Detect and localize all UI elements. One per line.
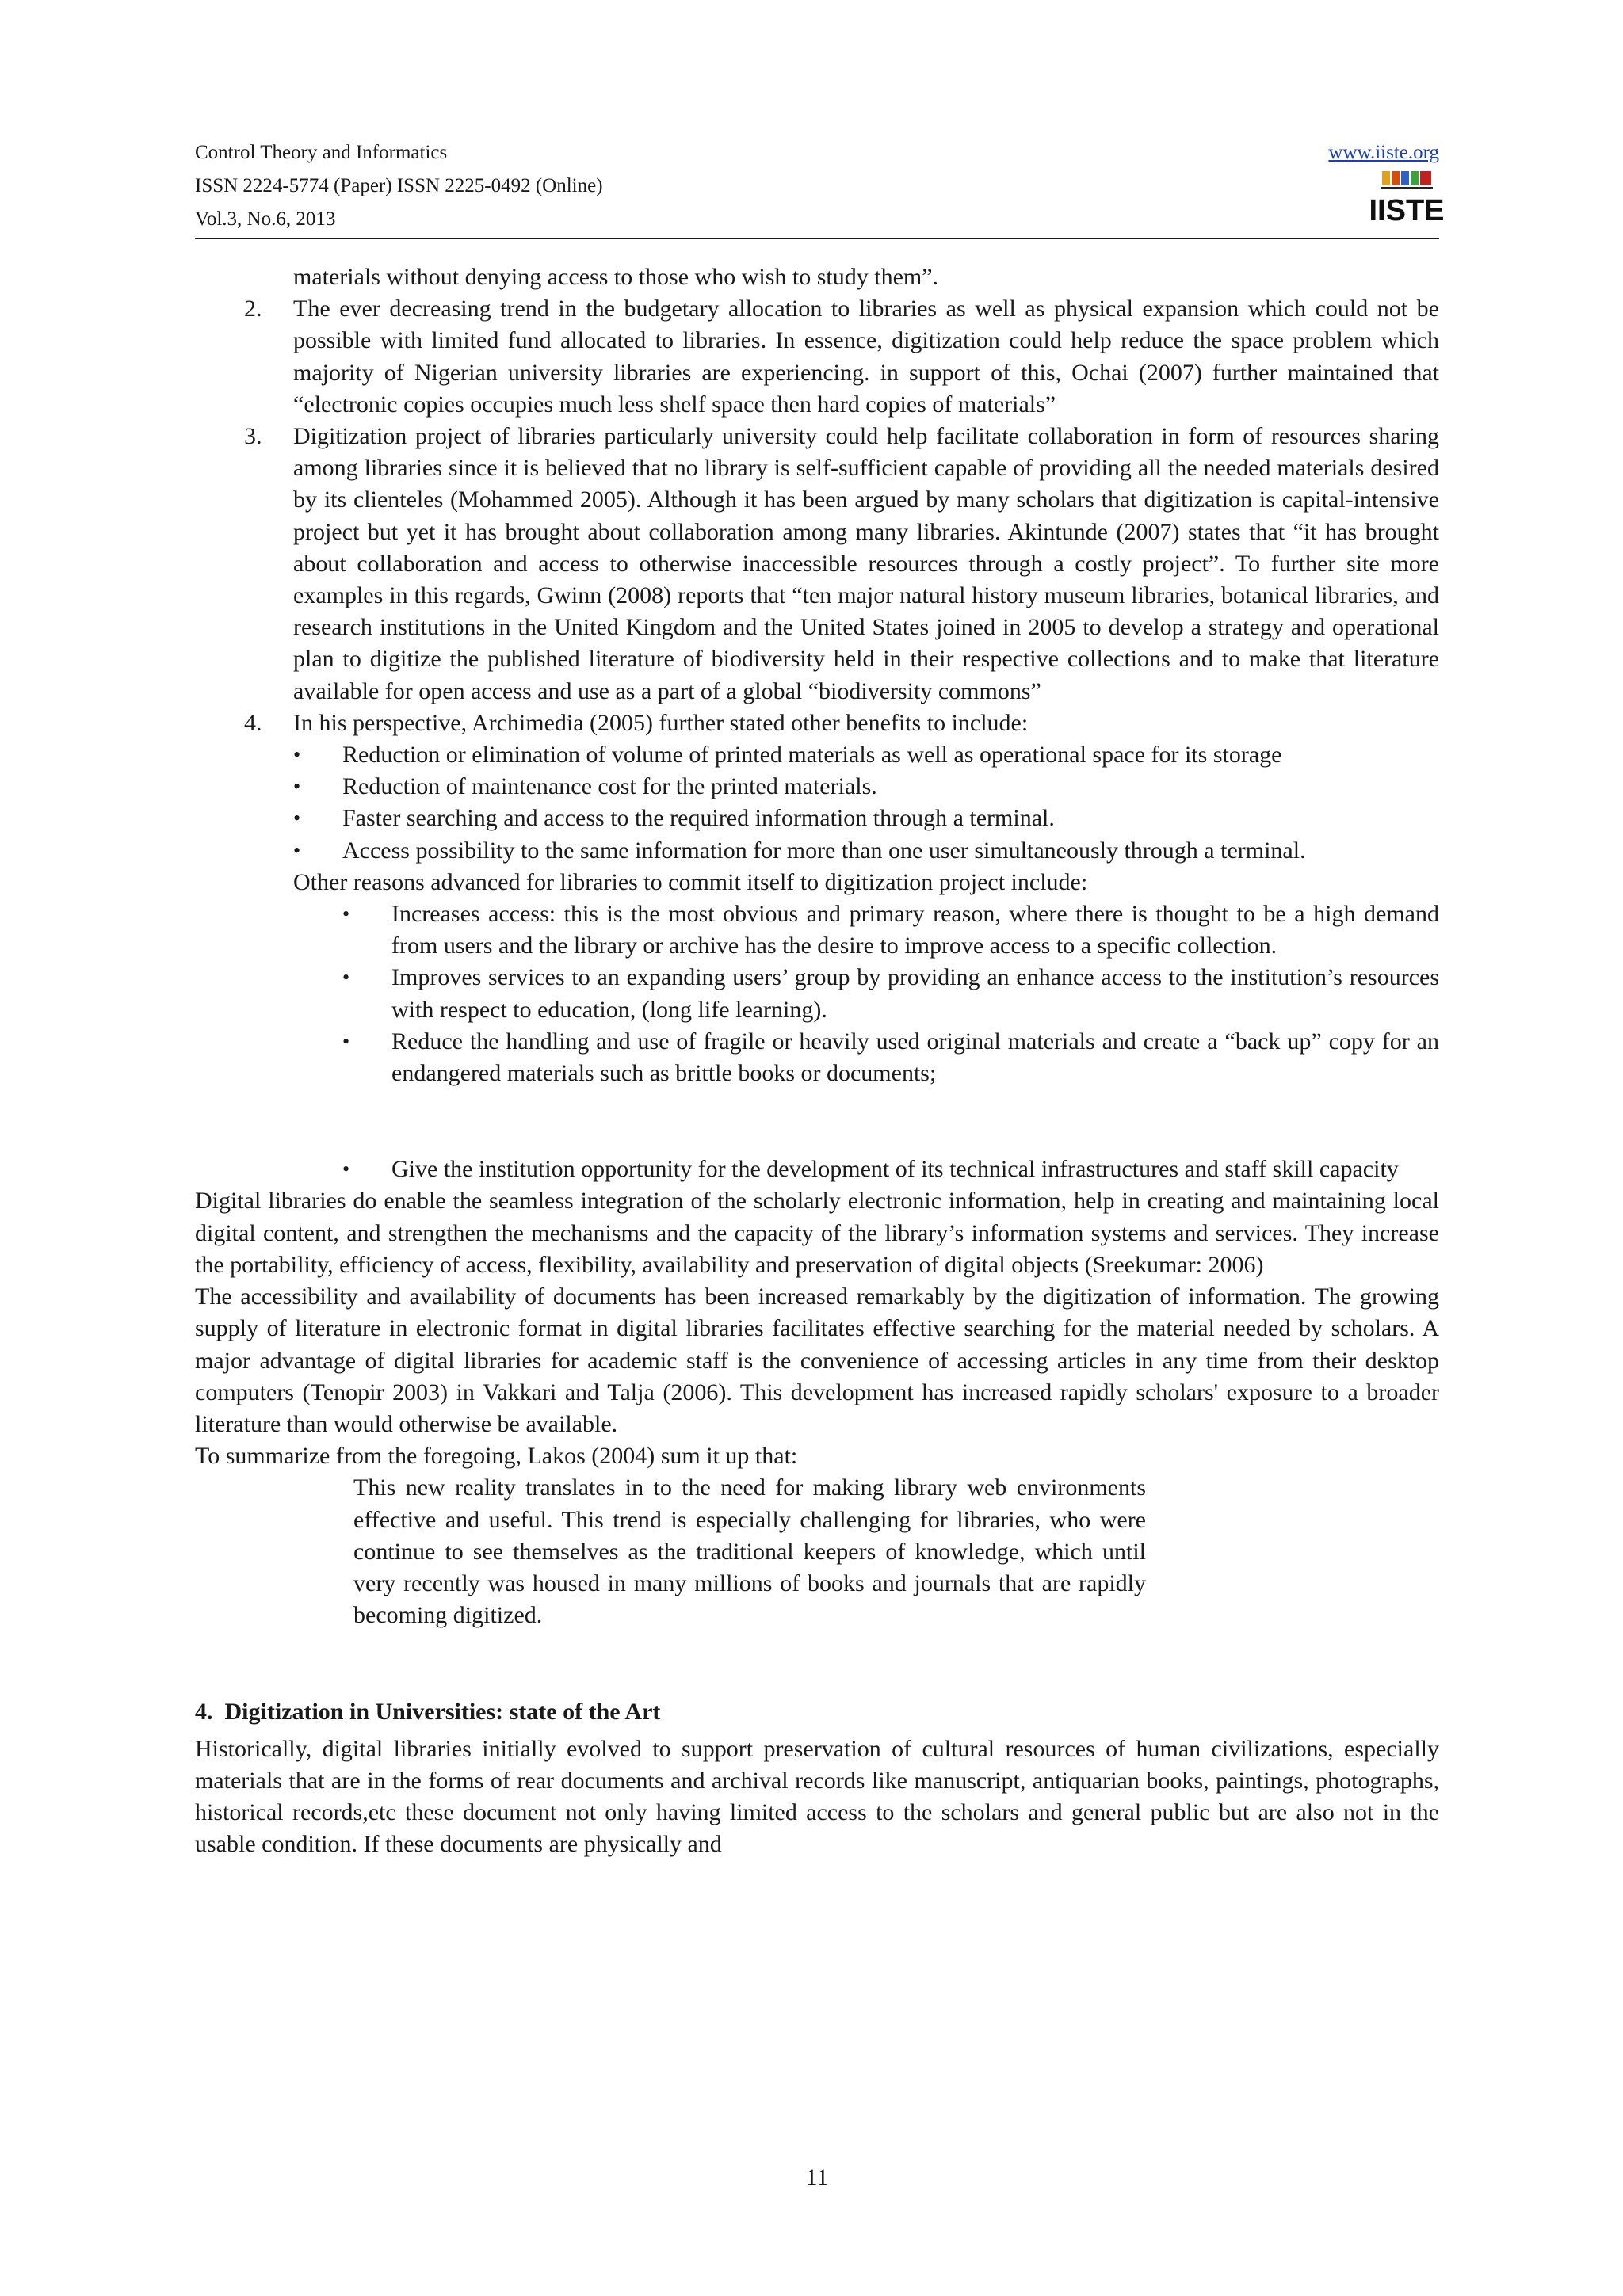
reason-text: Improves services to an expanding users’ group by providing an enhance access to the institution’s resources with respect to education, (long life learning). [391,964,1439,1023]
article-body [195,261,1439,1860]
block-quote: This new reality translates in to the need for making library web environments effective and useful. This trend is especially challenging for libraries, who were continue to see themselves as the traditional keepers of knowledge, which until very recently was housed in many millions of books and journals that are rapidly becoming digitized. [353,1474,1146,1629]
bullet-icon: • [342,1158,350,1181]
list-item [195,293,1439,421]
benefit-item [195,835,1439,867]
list-number: 4. [244,709,262,736]
bullet-icon: • [293,775,301,799]
benefit-item [195,739,1439,771]
bullet-icon: • [342,966,350,990]
list-item-text: Digitization project of libraries particularly university could help facilitate collaboration in form of resources sharing among libraries since it is believed that no library is self-sufficient capable of providing all the needed materials desired by its clienteles (Mohammed 2005). Although it has been argued by many scholars that digitization is capital-intensive project but yet it has brought about collaboration among many libraries. Akintunde (2007) states that “it has brought about collaboration and access to otherwise inaccessible resources through a costly project”. To further site more examples in this regards, Gwinn (2008) reports that “ten major natural history museum libraries, botanical libraries, and research institutions in the United Kingdom and the United States joined in 2005 to develop a strategy and operational plan to digitize the published literature of biodiversity held in their respective collections and to make that literature available for open access and use as a part of a global “biodiversity commons” [293,423,1439,704]
list-item [195,421,1439,707]
other-reasons-intro: Other reasons advanced for libraries to commit itself to digitization project include: [293,868,1088,895]
reason-item [195,1154,1439,1185]
paragraph: The accessibility and availability of documents has been increased remarkably by the digitization of information. The growing supply of literature in electronic format in digital libraries facilitates effective searching for the material needed by scholars. A major advantage of digital libraries for academic staff is the convenience of accessing articles in any time from their desktop computers (Tenopir 2003) in Vakkari and Talja (2006). This development has increased rapidly scholars' exposure to a broader literature than would otherwise be available. [195,1283,1439,1437]
reason-text: Reduce the handling and use of fragile or heavily used original materials and create a “back up” copy for an endangered materials such as brittle books or documents; [391,1028,1439,1087]
section-title: Digitization in Universities: state of the Art [224,1699,661,1726]
bullet-icon: • [293,743,301,767]
list-item-text: The ever decreasing trend in the budgetary allocation to libraries as well as physical expansion which could not be possible with limited fund allocated to libraries. In essence, digitization could help reduce the space problem which majority of Nigerian university libraries are experiencing. in support of this, Ochai (2007) further maintained that “electronic copies occupies much less shelf space then hard copies of materials” [293,296,1439,418]
reason-text: Increases access: this is the most obvious and primary reason, where there is thought to be a high demand from users and the library or archive has the desire to improve access to a specific collection. [391,901,1439,959]
blank-space [195,1089,1439,1154]
list-continuation: materials without denying access to those who wish to study them”. [293,264,939,290]
benefit-text: Reduction or elimination of volume of printed materials as well as operational space for its storage [342,742,1282,769]
list-number: 3. [244,423,262,450]
header-right [1328,136,1439,170]
paragraph: Historically, digital libraries initially evolved to support preservation of cultural resources of human civilizations, especially materials that are in the forms of rear documents and archival records like manuscript, antiquarian books, paintings, photographs, historical records,etc these document not only having limited access to the scholars and general public but are also not in the usable condition. If these documents are physically and [195,1735,1439,1858]
svg-text:IISTE: IISTE [1369,194,1445,227]
iiste-logo [1369,168,1445,230]
journal-title: Control Theory and Informatics [195,142,448,163]
journal-website-link[interactable]: www.iiste.org [1328,142,1439,163]
page-number: 11 [805,2164,829,2191]
paragraph: To summarize from the foregoing, Lakos (2004) sum it up that: [195,1443,798,1470]
list-item-text: In his perspective, Archimedia (2005) further stated other benefits to include: [293,709,1029,736]
blank-space [195,1631,1439,1696]
bullet-icon: • [293,838,301,862]
section-number: 4. [195,1699,213,1726]
benefit-item [195,803,1439,834]
journal-info [195,136,603,236]
reason-item [195,1026,1439,1089]
reason-text: Give the institution opportunity for the development of its technical infrastructures and staff skill capacity [391,1156,1399,1183]
list-number: 2. [244,296,262,322]
reason-item [195,898,1439,962]
benefit-text: Access possibility to the same information for more than one user simultaneously through a terminal. [342,837,1306,864]
benefit-item [195,771,1439,803]
section-heading [195,1696,1439,1728]
bullet-icon: • [342,1029,350,1053]
page-header [195,136,1445,239]
bullet-icon: • [342,902,350,926]
bullet-icon: • [293,807,301,830]
page [195,0,1445,2296]
list-item [195,707,1439,739]
journal-issn: ISSN 2224-5774 (Paper) ISSN 2225-0492 (Online) [195,175,603,196]
reason-item [195,962,1439,1025]
benefit-text: Reduction of maintenance cost for the printed materials. [342,773,877,800]
journal-volume: Vol.3, No.6, 2013 [195,208,336,230]
benefit-text: Faster searching and access to the required information through a terminal. [342,805,1055,832]
paragraph: Digital libraries do enable the seamless integration of the scholarly electronic information, help in creating and maintaining local digital content, and strengthen the mechanisms and the capacity of the library’s information systems and services. They increase the portability, efficiency of access, flexibility, availability and preservation of digital objects (Sreekumar: 2006) [195,1188,1439,1278]
header-rule [195,238,1439,239]
